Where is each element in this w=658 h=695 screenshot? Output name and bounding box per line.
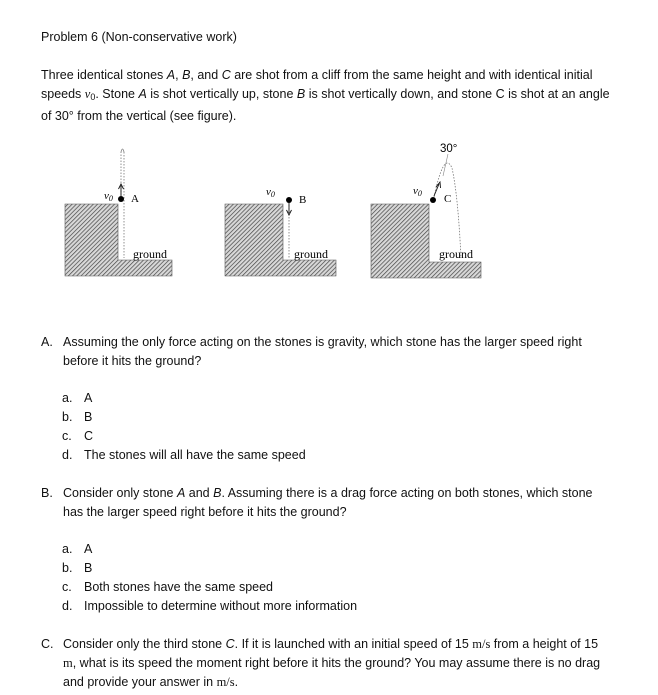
option-text: B [84,561,93,575]
question-a-label: A. [41,335,53,349]
option-letter: c. [62,429,72,443]
question-c-text-part: , what is its speed the moment right before it hits the ground? You may assume there is no drag and provide your answer in [63,656,601,689]
stone-c [430,197,436,203]
unit-m-per-s: m/s [472,637,491,651]
question-b-text-part: . Assuming there is a drag force acting on both stones, which stone has the larger speed right before it hits the ground? [63,486,593,519]
intro-text: , [175,68,183,82]
unit-m: m [63,656,73,670]
option-text: Both stones have the same speed [84,580,274,594]
cliff-figure [0,0,658,330]
option-letter: a. [62,542,73,556]
question-a-option [62,389,92,408]
ground-label-c: ground [439,247,473,261]
stone-a-ref: A [176,486,186,500]
intro-text: , and [190,68,222,82]
question-a-text: Assuming the only force acting on the stones is gravity, which stone has the larger speed right before it hits the ground? [63,335,582,368]
stone-c-ref: C [225,637,235,651]
option-letter: c. [62,580,72,594]
option-text: Impossible to determine without more information [84,599,358,613]
question-b-option [62,578,273,597]
option-letter: d. [62,448,73,462]
intro-text: . Stone [95,87,139,101]
figure-panel-c [371,143,481,278]
option-text: A [84,391,93,405]
v0-label-c: v0 [413,185,422,198]
question-b-text [63,484,601,522]
question-b [41,484,601,522]
stone-b-ref: B [213,486,222,500]
intro-text: is shot vertically up, stone [146,87,297,101]
intro-text: Three identical stones [41,68,167,82]
question-c-text-part: from a height of 15 [490,637,599,651]
intro-text: are shot from a cliff from the same height and with identical initial speeds [41,68,593,101]
initial-speed-subscript: 0 [90,92,96,102]
v0-label-b: v0 [266,186,275,199]
intro-text: is shot vertically down, and stone C is shot at an angle of 30° from the vertical (see figure). [41,87,610,123]
option-text: A [84,542,93,556]
question-c-text [63,635,601,692]
stone-b [286,197,292,203]
stone-b-ref: B [182,68,191,82]
stone-a-ref: A [166,68,176,82]
trajectory-top-a [121,149,124,152]
angle-label-c: 30° [440,143,458,155]
stone-a-ref: A [138,87,147,101]
stone-a [118,196,124,202]
figure-panel-b [225,186,336,276]
initial-speed-symbol: v [84,87,91,101]
angle-indicator-c [443,154,448,176]
question-b-label: B. [41,486,53,500]
question-a-option [62,446,306,465]
stone-label-b: B [299,194,307,206]
question-b-text-part: Consider only stone [63,486,177,500]
question-c-label: C. [41,637,54,651]
stone-label-a: A [131,193,139,205]
option-text: B [84,410,93,424]
problem-title: Problem 6 (Non-conservative work) [41,30,237,44]
cliff-a [65,204,172,276]
question-b-option [62,540,92,559]
question-a-option [62,408,92,427]
question-c-text-part: . If it is launched with an initial speed of 15 [234,637,473,651]
option-letter: d. [62,599,73,613]
stone-c-ref: C [221,68,231,82]
cliff-b [225,204,336,276]
cliff-c [371,204,481,278]
v0-label-a: v0 [104,190,113,203]
question-b-option [62,597,357,616]
question-c-text-part: Consider only the third stone [63,637,226,651]
question-a [41,333,601,371]
question-c-text-part: . [234,675,239,689]
figure-panel-a [65,149,172,276]
option-letter: a. [62,391,73,405]
question-b-option [62,559,92,578]
ground-label-a: ground [133,247,167,261]
option-letter: b. [62,561,73,575]
trajectory-c [434,163,461,258]
stone-label-c: C [444,193,452,205]
stone-b-ref: B [296,87,306,101]
unit-m-per-s: m/s [216,675,235,689]
option-text: C [84,429,94,443]
option-letter: b. [62,410,73,424]
question-b-text-part: and [185,486,214,500]
option-text: The stones will all have the same speed [84,448,306,462]
question-a-option [62,427,93,446]
question-c [41,635,601,692]
ground-label-b: ground [294,247,328,261]
